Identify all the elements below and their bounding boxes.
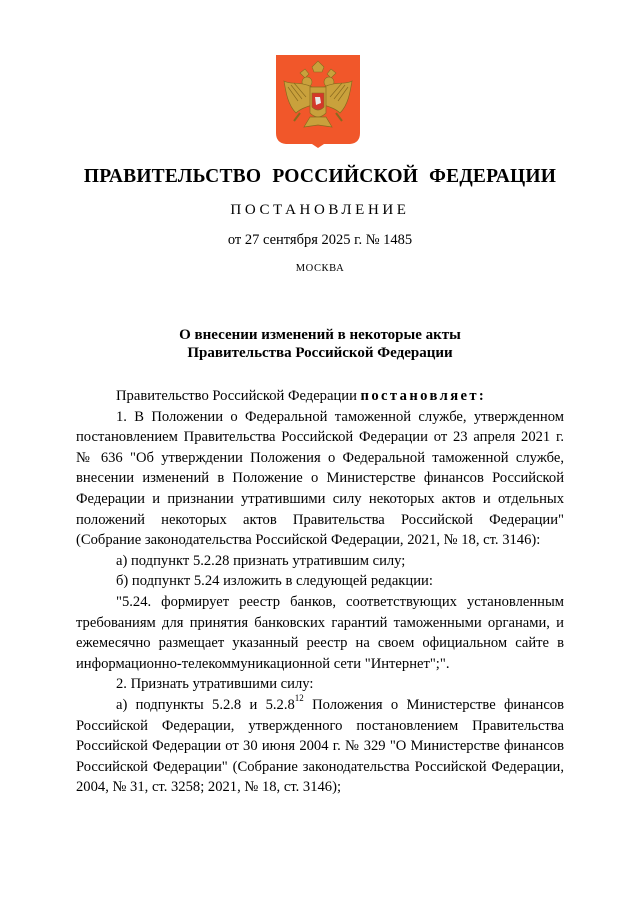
subject-line-2: Правительства Российской Федерации (187, 345, 453, 361)
paragraph-2-a-prefix: а) подпункты 5.2.8 и 5.2.8 (116, 696, 295, 713)
preamble-text: Правительство Российской Федерации (116, 388, 361, 404)
superscript-index: 12 (294, 692, 304, 703)
coat-of-arms-icon (276, 55, 360, 148)
preamble-paragraph (76, 386, 564, 407)
paragraph-2: 2. Признать утратившими силу: (116, 676, 314, 693)
government-title: ПРАВИТЕЛЬСТВО РОССИЙСКОЙ ФЕДЕРАЦИИ (83, 166, 557, 187)
document-type: ПОСТАНОВЛЕНИЕ (230, 202, 410, 218)
decree-word: постановляет: (360, 388, 487, 404)
document-subject (0, 326, 640, 362)
paragraph-2-a-text: Положения о Министерстве финансов Российской Федерации, утвержденного постановлением Правительства Российской Федерации от 30 июня 2004 г. № 329 "О Министерстве финансов Российской Федерации" (Собрание законодательства Российской Федерации, 2004, № 31, ст. 3258; 2021, № 18, ст. 3146); (76, 696, 564, 796)
paragraph-1: 1. В Положении о Федеральной таможенной службе, утвержденном постановлением Правительства Российской Федерации от 23 апреля 2021 г. № 636 "Об утверждении Положения о Федеральной таможенной службе, внесении изменений в Положение о Министерстве финансов Российской Федерации и признании утратившими силу некоторых актов и отдельных положений некоторых актов Правительства Российской Федерации" (Собрание законодательства Российской Федерации, 2021, № 18, ст. 3146): (76, 408, 564, 549)
paragraph-2-a (76, 692, 564, 798)
document-body (76, 386, 564, 798)
paragraph-1-new-text: "5.24. формирует реестр банков, соответствующих установленным требованиям для принятия банковских гарантий таможенными органами, и ежемесячно размещает указанный реестр на своем официальном сайте в информационно-телекоммуникационной сети "Интернет";". (76, 593, 564, 672)
paragraph-1-b: б) подпункт 5.24 изложить в следующей редакции: (116, 573, 433, 590)
document-city: МОСКВА (295, 263, 345, 274)
paragraph-1-a: а) подпункт 5.2.28 признать утратившим силу; (116, 552, 406, 569)
document-date-number: от 27 сентября 2025 г. № 1485 (227, 232, 413, 248)
subject-line-1: О внесении изменений в некоторые акты (179, 327, 461, 343)
